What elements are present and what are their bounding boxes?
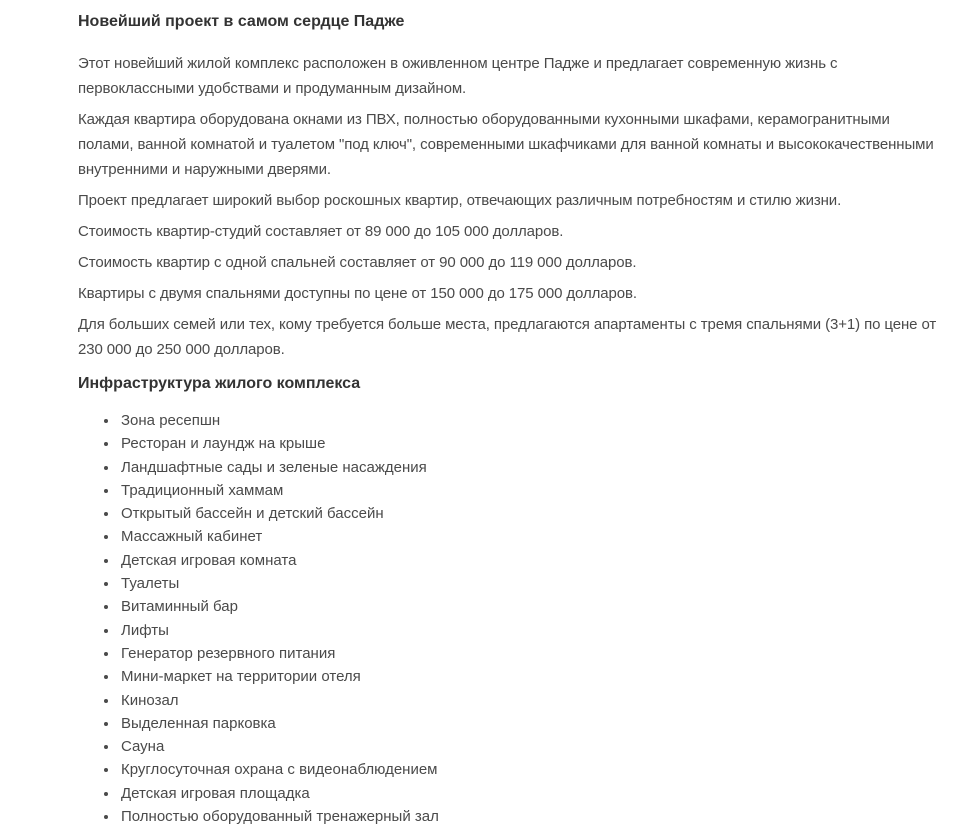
amenity-item: • Ландшафтные сады и зеленые насаждения [119,456,941,479]
amenity-item: • Ресторан и лаундж на крыше [119,432,941,455]
amenity-item: • Традиционный хаммам [119,479,941,502]
amenity-item: • Выделенная парковка [119,712,941,735]
paragraph: Для больших семей или тех, кому требуется больше места, предлагаются апартаменты с тремя спальнями (3+1) по цене от 230 000 до 250 000 долларов. [78,316,937,358]
amenity-item: • Детская игровая комната [119,549,941,572]
amenity-item: • Сауна [119,735,941,758]
article-body [78,51,941,362]
article-subheading: Инфраструктура жилого комплекса [78,375,361,392]
amenity-item: • Кинозал [119,689,941,712]
amenity-item: • Детская игровая площадка [119,782,941,805]
amenity-item: • Круглосуточная охрана с видеонаблюдением [119,758,941,781]
amenities-list [78,409,941,828]
amenity-item: • Массажный кабинет [119,525,941,548]
paragraph: Этот новейший жилой комплекс расположен в оживленном центре Падже и предлагает современную жизнь с первоклассными удобствами и продуманным дизайном. [78,55,838,97]
amenity-item: • Генератор резервного питания [119,642,941,665]
amenity-item: • Витаминный бар [119,595,941,618]
amenity-item: • Полностью оборудованный тренажерный зал [119,805,941,828]
paragraph: Каждая квартира оборудована окнами из ПВХ, полностью оборудованными кухонными шкафами, керамогранитными полами, ванной комнатой и туалетом "под ключ", современными шкафчиками для ванной комнаты и высококачественными внутренними и наружными дверями. [78,111,934,178]
paragraph: Стоимость квартир с одной спальней составляет от 90 000 до 119 000 долларов. [78,254,637,271]
paragraph: Квартиры с двумя спальнями доступны по цене от 150 000 до 175 000 долларов. [78,285,637,302]
article-heading: Новейший проект в самом сердце Падже [78,13,405,30]
amenity-item: • Мини-маркет на территории отеля [119,665,941,688]
amenity-item: • Лифты [119,619,941,642]
paragraph: Проект предлагает широкий выбор роскошных квартир, отвечающих различным потребностям и стилю жизни. [78,192,842,209]
paragraph: Стоимость квартир-студий составляет от 89 000 до 105 000 долларов. [78,223,564,240]
amenity-item: • Открытый бассейн и детский бассейн [119,502,941,525]
amenity-item: • Туалеты [119,572,941,595]
amenity-item: • Зона ресепшн [119,409,941,432]
